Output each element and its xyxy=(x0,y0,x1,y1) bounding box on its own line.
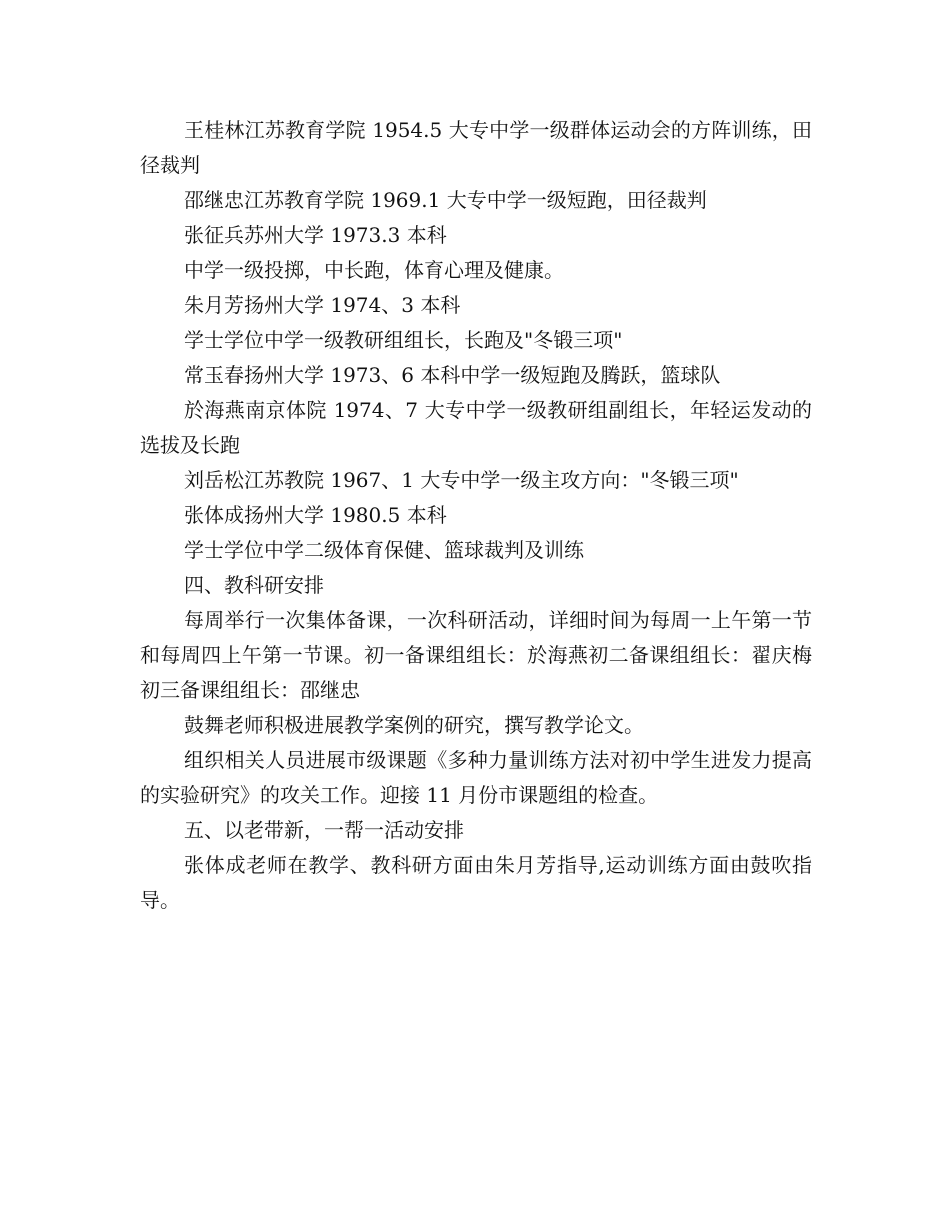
staff-entry-wang-guilin: 王桂林江苏教育学院 1954.5 大专中学一级群体运动会的方阵训练，田径裁判 xyxy=(140,118,812,177)
staff-entry-liu-yuesong: 刘岳松江苏教院 1967、1 大专中学一级主攻方向："冬锻三项" xyxy=(184,468,739,492)
staff-entry-chang-yuchun: 常玉春扬州大学 1973、6 本科中学一级短跑及腾跃，篮球队 xyxy=(184,363,721,387)
staff-entry-zhang-ticheng-detail: 学士学位中学二级体育保健、篮球裁判及训练 xyxy=(184,538,584,562)
staff-entry-zhang-zhengbing-detail: 中学一级投掷，中长跑，体育心理及健康。 xyxy=(184,258,564,282)
document-body xyxy=(140,113,812,918)
staff-entry-zhu-yuefang: 朱月芳扬州大学 1974、3 本科 xyxy=(184,293,461,317)
section-heading-mentoring: 五、以老带新，一帮一活动安排 xyxy=(184,818,464,842)
staff-entry-zhu-yuefang-detail: 学士学位中学一级教研组组长，长跑及"冬锻三项" xyxy=(184,328,623,352)
mentoring-paragraph: 张体成老师在教学、教科研方面由朱月芳指导,运动训练方面由鼓吹指导。 xyxy=(140,853,812,912)
teaching-case-paragraph: 鼓舞老师积极进展教学案例的研究，撰写教学论文。 xyxy=(184,713,644,737)
staff-entry-yu-haiyan: 於海燕南京体院 1974、7 大专中学一级教研组副组长，年轻运发动的选拔及长跑 xyxy=(140,398,812,457)
staff-entry-zhang-ticheng: 张体成扬州大学 1980.5 本科 xyxy=(184,503,447,527)
staff-entry-shao-jizhong: 邵继忠江苏教育学院 1969.1 大专中学一级短跑，田径裁判 xyxy=(184,188,707,212)
section-heading-research: 四、教科研安排 xyxy=(184,573,324,597)
research-schedule-paragraph: 每周举行一次集体备课，一次科研活动，详细时间为每周一上午第一节和每周四上午第一节课。初一备课组组长：於海燕初二备课组组长：翟庆梅初三备课组组长：邵继忠 xyxy=(140,608,812,702)
research-project-paragraph: 组织相关人员进展市级课题《多种力量训练方法对初中学生进发力提高的实验研究》的攻关工作。迎接 11 月份市课题组的检查。 xyxy=(140,748,812,807)
staff-entry-zhang-zhengbing: 张征兵苏州大学 1973.3 本科 xyxy=(184,223,447,247)
